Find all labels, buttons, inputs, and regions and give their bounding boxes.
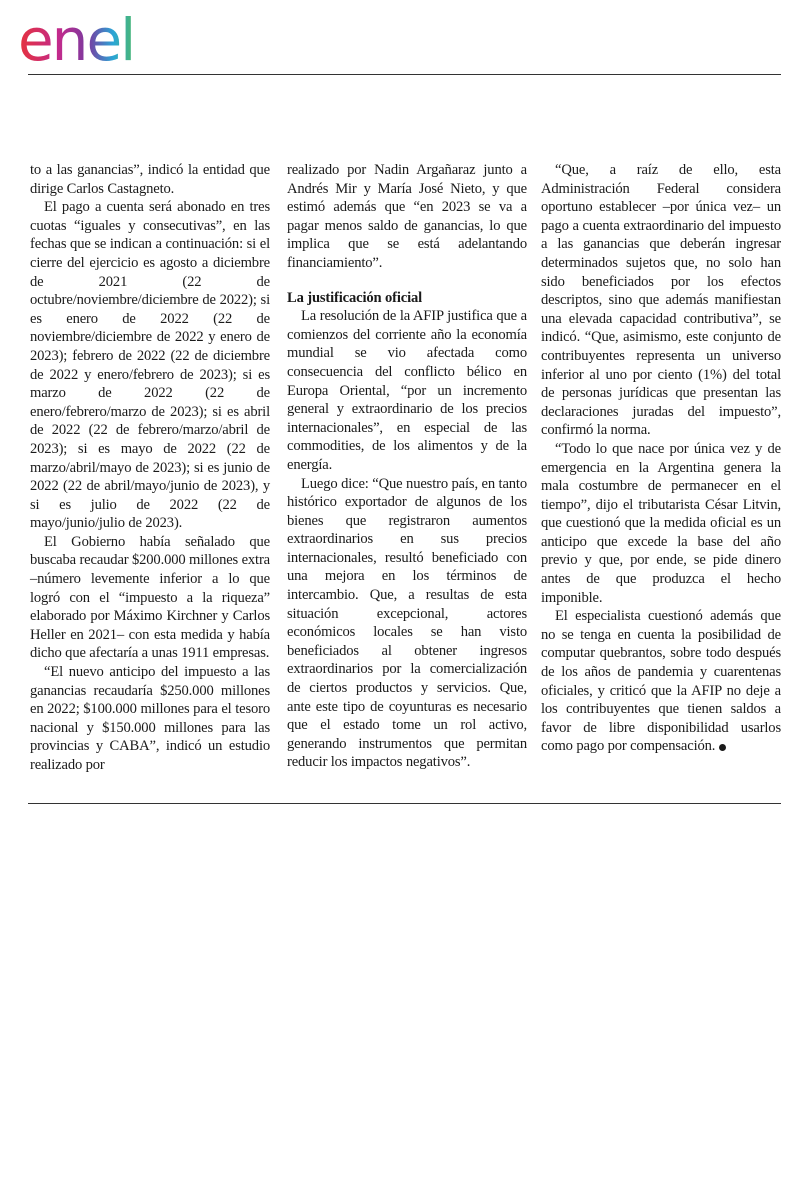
paragraph: realizado por Nadin Argañaraz junto a Andrés Mir y María José Nieto, y que estimó además que “en 2023 se va a pagar menos saldo de ganancias, lo que implica que se está adelantando financiamiento”. <box>287 162 527 271</box>
article-column-1 <box>30 161 270 775</box>
logo-text: enel <box>18 8 135 68</box>
enel-logo <box>18 8 178 68</box>
header-rule <box>28 74 781 75</box>
paragraph: El Gobierno había señalado que buscaba recaudar $200.000 millones extra –número levemente inferior a lo que logró con el “impuesto a la riqueza” elaborado por Máximo Kirchner y Carlos Heller en 2021– con esta medida y había dicho que afectaría a unas 1911 empresas. <box>30 533 270 662</box>
article-body <box>30 161 783 791</box>
paragraph: Luego dice: “Que nuestro país, en tanto histórico exportador de algunos de los bienes que registraron aumentos extraordinarios en sus precios internacionales, resultó beneficiado con una mejora en los términos de intercambio. Que, a resultas de esta situación excepcional, actores económicos locales se han visto beneficiados al obtener ingresos extraordinarios por la comercialización de ciertos productos y servicios. Que, ante este tipo de coyunturas es necesario que el estado tome un rol activo, generando instrumentos que permitan reducir los impactos negativos”. <box>287 475 527 771</box>
paragraph: “Que, a raíz de ello, esta Administración Federal considera oportuno establecer –por única vez– un pago a cuenta extraordinario del impuesto a las ganancias que deberán ingresar determinados sujetos que, no solo han sido beneficiados por los efectos descriptos, sino que además manifiestan una elevada capacidad contributiva”, se indicó. “Que, asimismo, este conjunto de contribuyentes representa un universo inferior al uno por ciento (1%) del total de personas jurídicas que presentan las declaraciones juradas del impuesto”, confirmó la norma. <box>541 162 781 439</box>
paragraph: La resolución de la AFIP justifica que a comienzos del corriente año la economía mundial se vio afectada como consecuencia del conflicto bélico en Europa Oriental, “por un incremento general y extraordinario de los precios internacionales”, en especial de las commodities, de los alimentos y de la energía. <box>287 308 527 473</box>
paragraph: “El nuevo anticipo del impuesto a las ganancias recaudaría $250.000 millones en 2022; $100.000 millones para el tesoro nacional y $150.000 millones para las provincias y CABA”, indicó un estudio realizado por <box>30 664 270 773</box>
paragraph: to a las ganancias”, indicó la entidad que dirige Carlos Castagneto. <box>30 162 270 197</box>
end-of-article-bullet-icon <box>719 744 726 751</box>
section-subheading: La justificación oficial <box>287 289 423 306</box>
article-column-2 <box>287 161 527 772</box>
article-column-3 <box>541 161 781 756</box>
paragraph-final-text: El especialista cuestionó además que no se tenga en cuenta la posibilidad de computar quebrantos, sobre todo después de los años de pandemia y cuarentenas oficiales, y criticó que la AFIP no deje a los contribuyentes que tienen saldos a favor de libre disponibilidad usarlos como pago por compensación. <box>541 608 781 755</box>
footer-rule <box>28 803 781 804</box>
enel-logo-graphic <box>18 8 178 68</box>
paragraph-final <box>541 607 781 756</box>
paragraph: El pago a cuenta será abonado en tres cuotas “iguales y consecutivas”, en las fechas que se indican a continuación: si el cierre del ejercicio es agosto a diciembre de 2021 (22 de octubre/noviembre/diciembre de 2022); si es enero de 2022 (22 de noviembre/diciembre de 2022 y enero de 2023); febrero de 2022 (22 de diciembre de 2022 y enero/febrero de 2023); si es marzo de 2022 (22 de enero/febrero/marzo de 2023); si es abril de 2022 (22 de febrero/marzo/abril de 2023); si es mayo de 2022 (22 de marzo/abril/mayo de 2023); si es junio de 2022 (22 de abril/mayo/junio de 2023), y si es julio de 2022 (22 de mayo/junio/julio de 2023). <box>30 199 270 532</box>
paragraph: “Todo lo que nace por única vez y de emergencia en la Argentina genera la mala costumbre de permanecer en el tiempo”, dijo el tributarista César Litvin, que cuestionó que la medida oficial es un anticipo que excede la base del año previo y que, por ende, se pide dinero antes de que produzca el hecho imponible. <box>541 440 781 606</box>
